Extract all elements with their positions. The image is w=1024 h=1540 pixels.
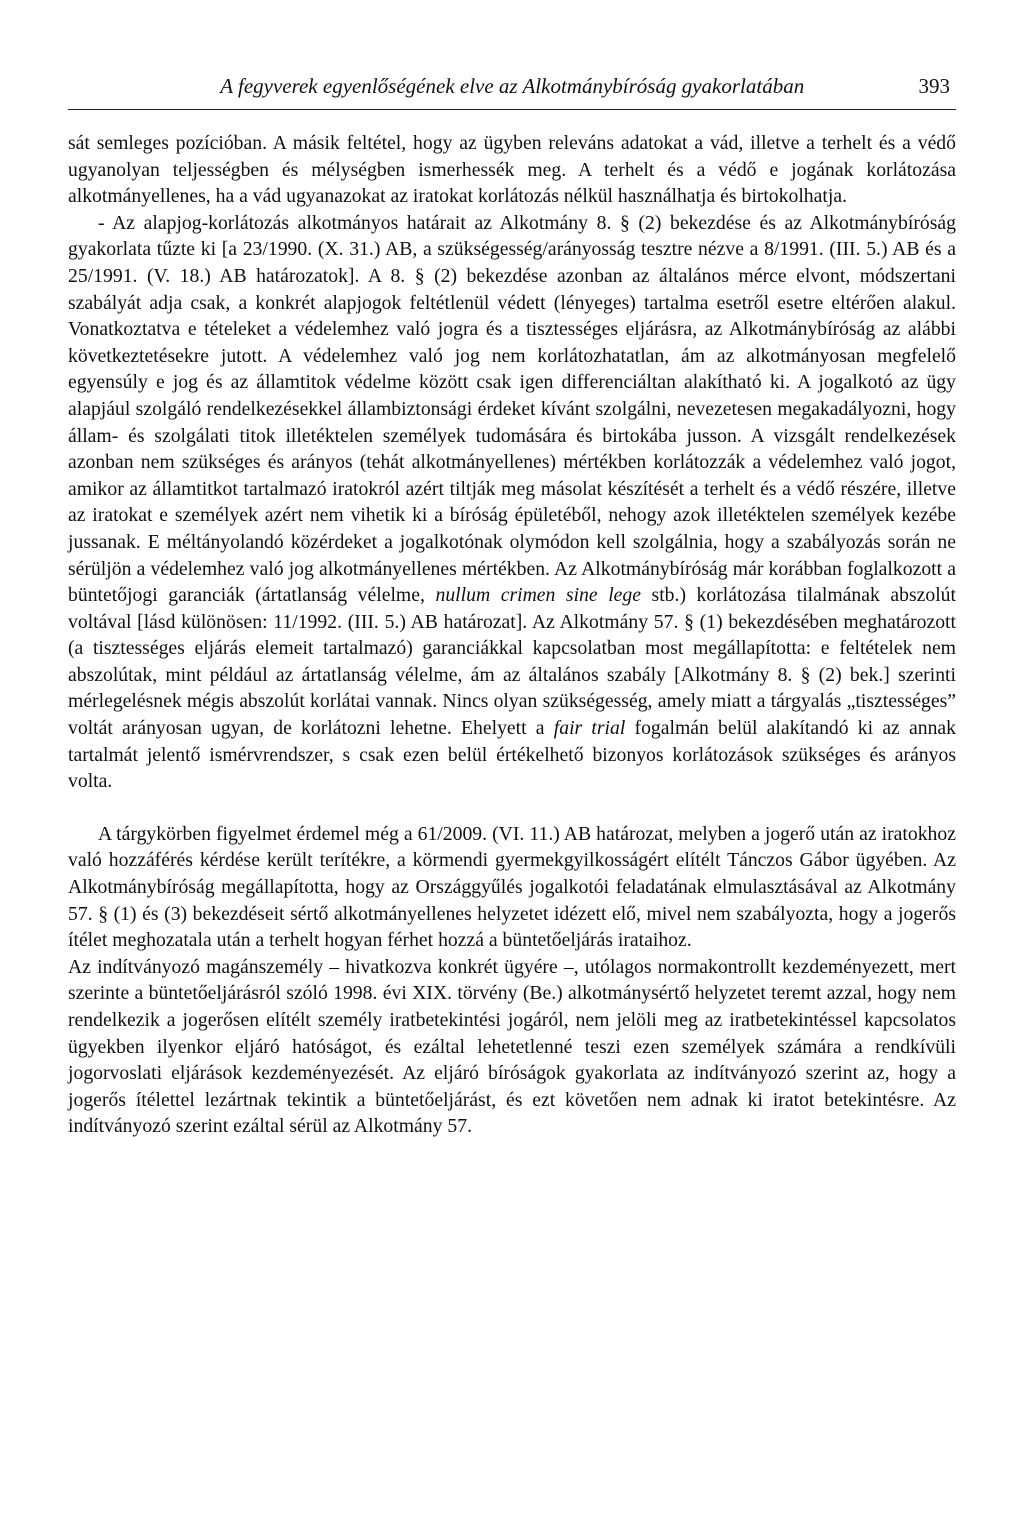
paragraph-segment: stb.) korlátozása tilalmának abszolút voltával [lásd különösen: 11/1992. (III. 5.) AB határozat]. Az Alkotmány 57. § (1) bekezdésében meghatározott (a tisztességes eljárás elemeit tartalmazó) garanciákkal kapcsolatban most megállapította: e feltételek nem abszolútak, mint például az ártatlanság vélelme, ám az általános szabály [Alkotmány 8. § (2) bek.] szerinti mérlegelésnek mégis abszolút korlátai vannak. Nincs olyan szükségesség, amely miatt a tárgyalás „tisztességes” voltát arányosan ugyan, de korlátozni lehetne. Ehelyett a — [68, 584, 956, 740]
running-header — [68, 74, 956, 110]
body-text — [68, 130, 956, 1140]
paragraph-related-decision: A tárgykörben figyelmet érdemel még a 61/2009. (VI. 11.) AB határozat, melyben a jogerő után az iratokhoz való hozzáférés kérdése került terítékre, a körmendi gyermekgyilkosságért elítélt Tánczos Gábor ügyében. Az Alkotmánybíróság megállapította, hogy az Országgyűlés jogalkotói feladatának elmulasztásával az Alkotmány 57. § (1) és (3) bekezdéseit sértő alkotmányellenes helyzetet idézett elő, mivel nem szabályozta, hogy a jogerős ítélet meghozatala után a terhelt hogyan férhet hozzá a büntetőeljárás irataihoz. — [68, 822, 956, 952]
page-number: 393 — [918, 74, 950, 98]
paragraph-petitioner: Az indítványozó magánszemély – hivatkozva konkrét ügyére –, utólagos normakontrollt kezdeményezett, mert szerinte a büntetőeljárásról szóló 1998. évi XIX. törvény (Be.) alkotmánysértő helyzetet teremt azzal, hogy nem rendelkezik a jogerősen elítélt személy iratbetekintési jogáról, nem jelöli meg az iratbetekintéssel kapcsolatos ügyekben ilyenkor eljáró hatóságot, és ezáltal lehetetlenné teszi ezen személyek számára a rendkívüli jogorvoslati eljárások kezdeményezését. Az eljáró bíróságok gyakorlata az indítványozó szerint az, hogy a jogerős ítélettel lezártnak tekintik a büntetőeljárást, és ezt követően nem adnak ki iratot betekintésre. Az indítványozó szerint ezáltal sérül az Alkotmány 57. — [68, 955, 956, 1138]
paragraph-constitutional-limits — [68, 210, 956, 795]
paragraph-segment: fogalmán belül alakítandó ki az annak tartalmát jelentő ismérvrendszer, s csak ezen belül értékelhető bizonyos korlátozások szükséges és arányos volta. — [68, 717, 956, 793]
english-phrase: fair trial — [553, 717, 626, 740]
document-page — [68, 74, 956, 1140]
latin-phrase: nullum crimen sine lege — [435, 584, 641, 607]
paragraph-gap — [68, 795, 956, 821]
running-title: A fegyverek egyenlőségének elve az Alkotmánybíróság gyakorlatában — [220, 74, 805, 98]
paragraph-continuation: sát semleges pozícióban. A másik feltétel, hogy az ügyben releváns adatokat a vád, illetve a terhelt és a védő ugyanolyan teljességben és mélységben ismerhessék meg. A terhelt és a védő e jogának korlátozása alkotmányellenes, ha a vád ugyanazokat az iratokat korlátozás nélkül használhatja és birtokolhatja. — [68, 132, 956, 208]
paragraph-segment: - Az alapjog-korlátozás alkotmányos határait az Alkotmány 8. § (2) bekezdése és az Alkotmánybíróság gyakorlata tűzte ki [a 23/1990. (X. 31.) AB, a szükségesség/arányosság tesztre nézve a 8/1991. (III. 5.) AB és a 25/1991. (V. 18.) AB határozatok]. A 8. § (2) bekezdése azonban az általános mérce elvont, módszertani szabályát adja csak, a konkrét alapjogok feltétlenül védett (lényeges) tartalma esetről esetre eltérően alakul. Vonatkoztatva e tételeket a védelemhez való jogra és a tisztességes eljárásra, az Alkotmánybíróság az alábbi következtetésekre jutott. A védelemhez való jog nem korlátozhatatlan, ám az alkotmányosan megfelelő egyensúly e jog és az államtitok védelme között csak igen differenciáltan alakítható ki. A jogalkotó az ügy alapjául szolgáló rendelkezésekkel állambiztonsági érdeket kívánt szolgálni, nevezetesen megakadályozni, hogy állam- és szolgálati titok illetéktelen személyek tudomására és birtokába jusson. A vizsgált rendelkezések azonban nem szükséges és arányos (tehát alkotmányellenes) mértékben korlátozzák a védelemhez való jogot, amikor az államtitkot tartalmazó iratokról azért tiltják meg másolat készítését a terhelt és a védő részére, illetve az iratokat e személyek azért nem vihetik ki a bíróság épületéből, nehogy azok illetéktelen személyek kezébe jussanak. E méltányolandó közérdeket a jogalkotónak olymódon kell szolgálnia, hogy a szabályozás során ne sérüljön a védelemhez való jog alkotmányellenes mértékben. Az Alkotmánybíróság már korábban foglalkozott a büntetőjogi garanciák (ártatlanság vélelme, — [68, 211, 956, 607]
